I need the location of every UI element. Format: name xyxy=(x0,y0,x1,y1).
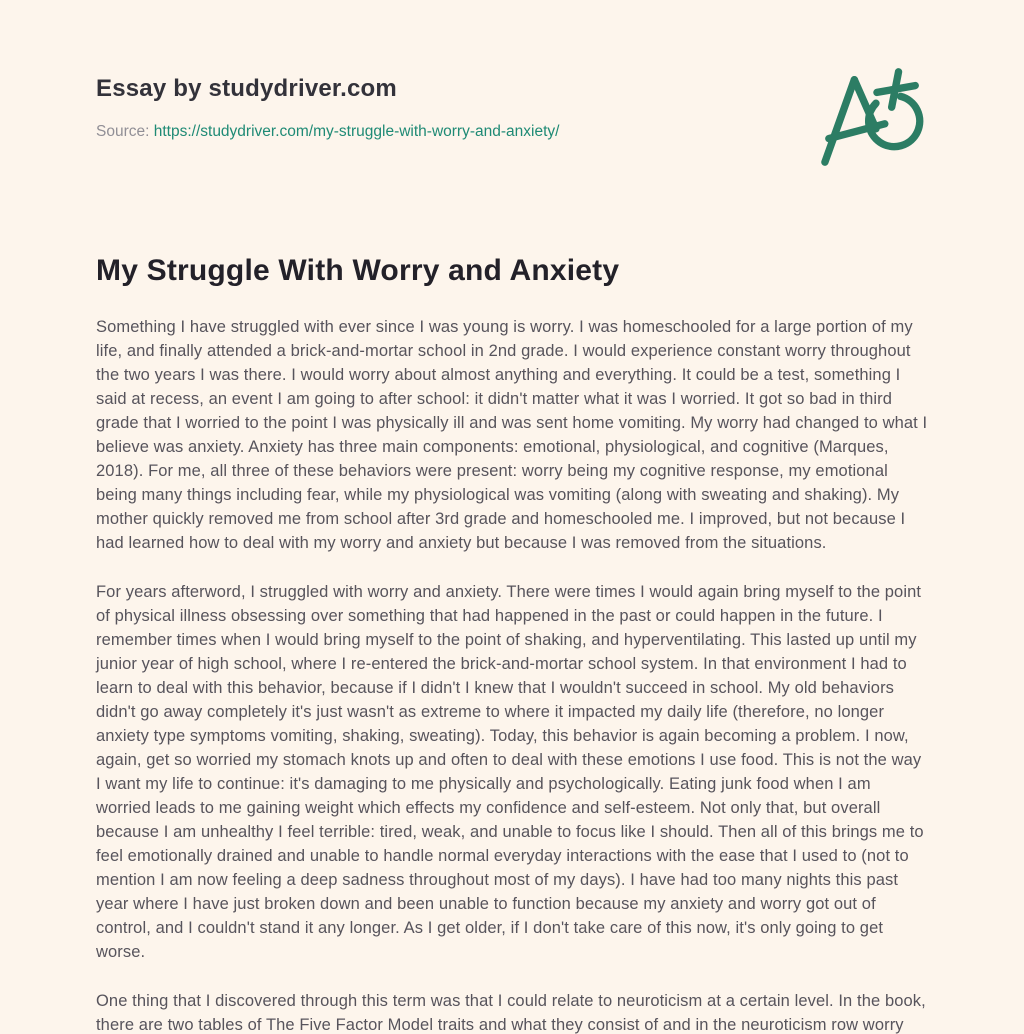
page-title: Essay by studydriver.com xyxy=(96,75,397,102)
essay-body xyxy=(96,315,928,1034)
studydriver-a-plus-logo-icon xyxy=(820,66,928,166)
essay-paragraph-2: For years afterword, I struggled with worry and anxiety. There were times I would again bring myself to the point of physical illness obsessing over something that had happened in the past or could happen in the future. I remember times when I would bring myself to the point of shaking, and hyperventilating. This lasted up until my junior year of high school, where I re-entered the brick-and-mortar school system. In that environment I had to learn to deal with this behavior, because if I didn't I knew that I wouldn't succeed in school. My old behaviors didn't go away completely it's just wasn't as extreme to where it impacted my daily life (therefore, no longer anxiety type symptoms vomiting, shaking, sweating). Today, this behavior is again becoming a problem. I now, again, get so worried my stomach knots up and often to deal with these emotions I use food. This is not the way I want my life to continue: it's damaging to me physically and psychologically. Eating junk food when I am worried leads to me gaining weight which effects my confidence and self-esteem. Not only that, but overall because I am unhealthy I feel terrible: tired, weak, and unable to focus like I should. Then all of this brings me to feel emotionally drained and unable to handle normal everyday interactions with the ease that I used to (not to mention I am now feeling a deep sadness throughout most of my days). I have had too many nights this past year where I have just broken down and been unable to function because my anxiety and worry got out of control, and I couldn't stand it any longer. As I get older, if I don't take care of this now, it's only going to get worse. xyxy=(96,583,924,961)
source-link[interactable]: https://studydriver.com/my-struggle-with-worry-and-anxiety/ xyxy=(153,123,560,140)
document-header xyxy=(96,76,928,141)
essay-paragraph-1: Something I have struggled with ever since I was young is worry. I was homeschooled for a large portion of my life, and finally attended a brick-and-mortar school in 2nd grade. I would experience constant worry throughout the two years I was there. I would worry about almost anything and everything. It could be a test, something I said at recess, an event I am going to after school: it didn't matter what it was I worried. It got so bad in third grade that I worried to the point I was physically ill and was sent home vomiting. My worry had changed to what I believe was anxiety. Anxiety has three main components: emotional, physiological, and cognitive (Marques, 2018). For me, all three of these behaviors were present: worry being my cognitive response, my emotional being many things including fear, while my physiological was vomiting (along with sweating and shaking). My mother quickly removed me from school after 3rd grade and homeschooled me. I improved, but not because I had learned how to deal with my worry and anxiety but because I was removed from the situations. xyxy=(96,318,928,552)
content-column xyxy=(96,0,928,1034)
source-line xyxy=(96,122,928,141)
source-label: Source: xyxy=(96,123,150,140)
essay-title: My Struggle With Worry and Anxiety xyxy=(96,254,620,287)
essay-paragraph-3: One thing that I discovered through this term was that I could relate to neuroticism at a certain level. In the book, there are two tables of The Five Factor Model traits and what they consist of and in the neuroticism row worry xyxy=(96,992,926,1034)
